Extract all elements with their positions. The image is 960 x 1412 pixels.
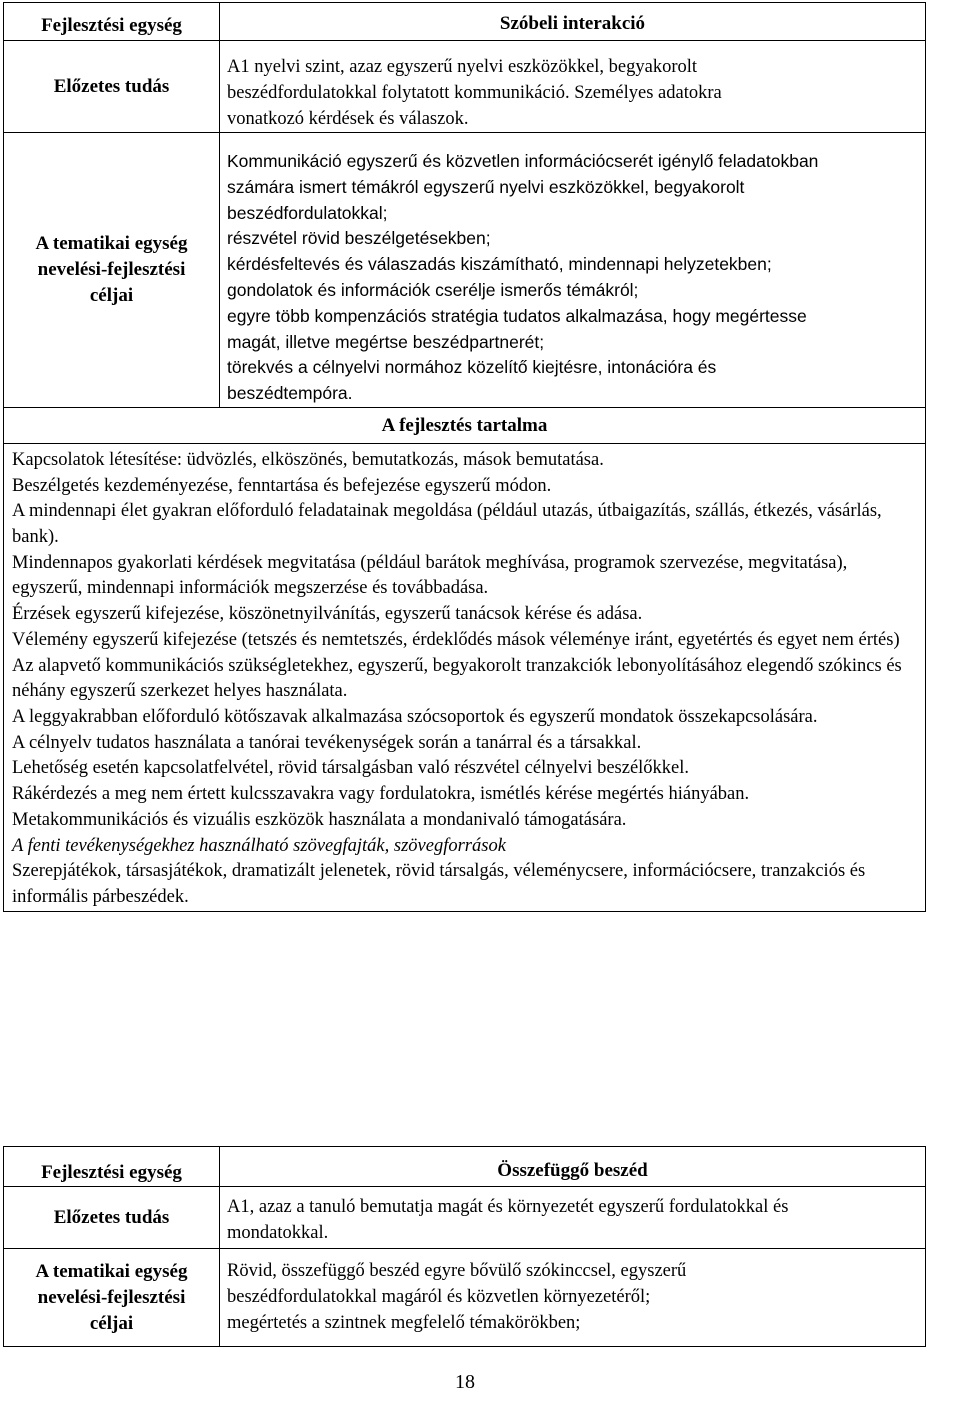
goals-label-cell xyxy=(4,1249,220,1347)
goals-label-line: céljai xyxy=(89,284,134,306)
content-paragraph: Érzések egyszerű kifejezése, köszönetnyilvánítás, egyszerű tanácsok kérése és adása. xyxy=(12,604,643,625)
prior-knowledge-label-cell xyxy=(4,41,220,133)
content-paragraph: Kapcsolatok létesítése: üdvözlés, elköszönés, bemutatkozás, mások bemutatása. xyxy=(12,449,604,470)
goals-label-line: nevelési-fejlesztési xyxy=(37,258,186,280)
goal-line: törekvés a célnyelvi normához közelítő kiejtésre, intonációra és xyxy=(227,357,717,378)
goals-text xyxy=(220,133,926,408)
goal-line: megértetés a szintnek megfelelő témakörökben; xyxy=(227,1313,581,1333)
goal-line: Kommunikáció egyszerű és közvetlen információcserét igénylő feladatokban xyxy=(227,151,819,171)
text-types: Szerepjátékok, társasjátékok, dramatizált jelenetek, rövid társalgás, véleménycsere, információcsere, tranzakciós és informális párbeszédek. xyxy=(12,861,866,907)
prior-knowledge-label: Előzetes tudás xyxy=(53,75,170,97)
prior-knowledge-text xyxy=(220,1187,926,1249)
unit-title: Szóbeli interakció xyxy=(499,13,646,34)
content-paragraph: A célnyelv tudatos használata a tanórai tevékenységek során a tanárral és a társakkal. xyxy=(12,732,642,753)
goals-text xyxy=(220,1249,926,1347)
unit-label: Fejlesztési egység xyxy=(41,15,182,36)
content-text xyxy=(4,443,926,911)
text-line: A1 nyelvi szint, azaz egyszerű nyelvi eszközökkel, begyakorolt xyxy=(227,57,698,77)
goal-line: gondolatok és információk cserélje ismerős témákról; xyxy=(227,279,639,300)
text-types-heading: A fenti tevékenységekhez használható szövegfajták, szövegforrások xyxy=(12,835,506,856)
unit-label-cell xyxy=(4,1147,220,1187)
text-line: mondatokkal. xyxy=(227,1223,329,1243)
content-paragraph: Beszélgetés kezdeményezése, fenntartása és befejezése egyszerű módon. xyxy=(12,475,552,496)
goals-label-line: A tematikai egység xyxy=(35,1260,188,1282)
prior-knowledge-label-cell xyxy=(4,1187,220,1249)
content-heading: A fejlesztés tartalma xyxy=(381,414,548,436)
goal-line: beszédfordulatokkal; xyxy=(227,202,388,223)
content-paragraph: A mindennapi élet gyakran előforduló feladatainak megoldása (például utazás, útbaigazítás, szállás, étkezés, vásárlás, bank). xyxy=(12,501,882,548)
goal-line: kérdésfeltevés és válaszadás kiszámítható, mindennapi helyzetekben; xyxy=(227,254,772,275)
goals-label-cell xyxy=(4,133,220,408)
text-line: vonatkozó kérdések és válaszok. xyxy=(227,109,469,129)
content-paragraph: Lehetőség esetén kapcsolatfelvétel, rövid társalgásban való részvétel célnyelvi beszélőkkel. xyxy=(12,758,690,779)
unit-label-cell xyxy=(4,3,220,41)
page-number: 18 xyxy=(455,1371,475,1393)
unit-title-cell xyxy=(220,1147,926,1187)
goal-line: beszédfordulatokkal magáról és közvetlen környezetéről; xyxy=(227,1287,651,1307)
unit-label: Fejlesztési egység xyxy=(41,1162,182,1183)
goals-label-line: céljai xyxy=(89,1312,134,1334)
goals-label-line: nevelési-fejlesztési xyxy=(37,1286,186,1308)
goal-line: egyre több kompenzációs stratégia tudatos alkalmazása, hogy megértesse xyxy=(227,305,807,326)
unit-title: Összefüggő beszéd xyxy=(497,1160,648,1181)
text-line: A1, azaz a tanuló bemutatja magát és környezetét egyszerű fordulatokkal és xyxy=(227,1197,789,1217)
content-paragraph: A leggyakrabban előforduló kötőszavak alkalmazása szócsoportok és egyszerű mondatok összekapcsolására. xyxy=(12,707,818,727)
content-paragraph: Mindennapos gyakorlati kérdések megvitatása (például barátok meghívása, programok szervezése, megvitatása), egyszerű, mindennapi információk megszerzése és továbbadása. xyxy=(12,552,848,599)
content-paragraph: Vélemény egyszerű kifejezése (tetszés és nemtetszés, érdeklődés mások véleménye iránt, egyetértés és egyet nem értés) xyxy=(12,629,900,650)
text-line: beszédfordulatokkal folytatott kommunikáció. Személyes adatokra xyxy=(227,83,722,103)
unit-title-cell xyxy=(220,3,926,41)
prior-knowledge-label: Előzetes tudás xyxy=(53,1206,170,1228)
goals-label-line: A tematikai egység xyxy=(35,232,188,254)
goal-line: számára ismert témákról egyszerű nyelvi eszközökkel, begyakorolt xyxy=(227,176,745,197)
goal-line: részvétel rövid beszélgetésekben; xyxy=(227,228,491,249)
goal-line: beszédtempóra. xyxy=(227,383,353,404)
goal-line: Rövid, összefüggő beszéd egyre bővülő szókinccsel, egyszerű xyxy=(227,1261,687,1281)
content-paragraph: Metakommunikációs és vizuális eszközök használata a mondanivaló támogatására. xyxy=(12,809,627,830)
content-paragraph: Rákérdezés a meg nem értett kulcsszavakra vagy fordulatokra, ismétlés kérése megértés hiányában. xyxy=(12,784,750,805)
unit-table-coherent-speech xyxy=(3,1146,926,1347)
goal-line: magát, illetve megértse beszédpartnerét; xyxy=(227,331,545,352)
prior-knowledge-text xyxy=(220,41,926,133)
content-paragraph: Az alapvető kommunikációs szükségletekhez, egyszerű, begyakorolt tranzakciók lebonyolításához elegendő szókincs és néhány egyszerű szerkezet helyes használata. xyxy=(12,655,902,702)
unit-table-oral-interaction xyxy=(3,2,926,912)
content-heading-cell xyxy=(4,407,926,443)
